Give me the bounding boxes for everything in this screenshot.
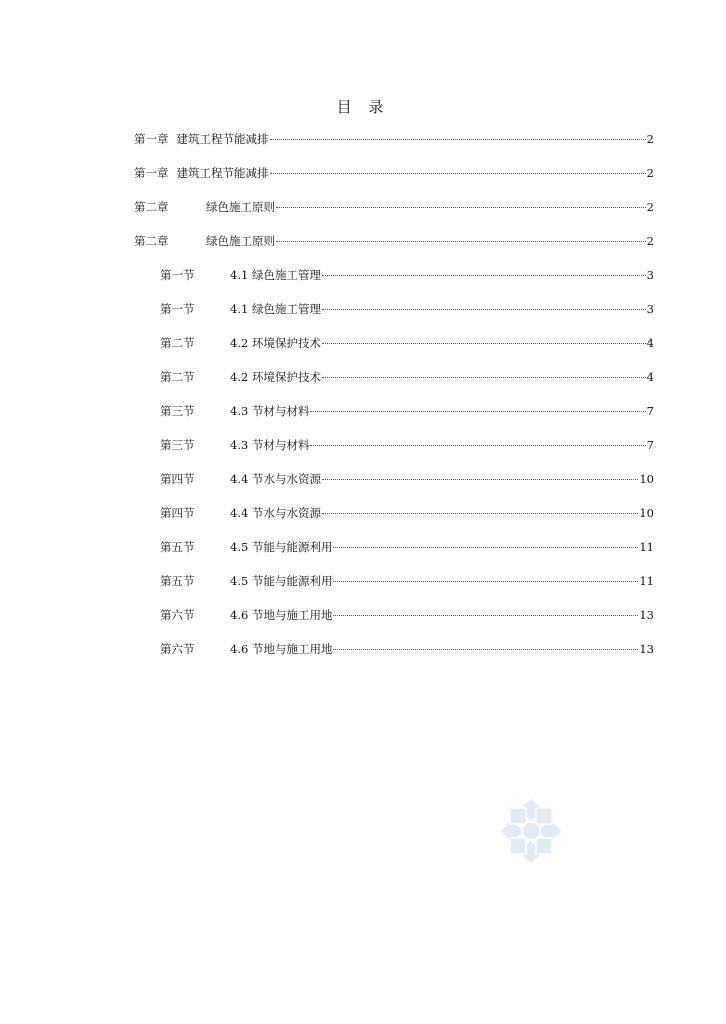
toc-entry-heading: 4.2 环境保护技术 — [230, 336, 321, 350]
toc-entry-label: 第三节 — [160, 438, 195, 452]
toc-leader-dots — [322, 376, 646, 378]
toc-entry-label: 第二节 — [160, 336, 195, 350]
toc-entry-page-number: 11 — [639, 574, 654, 588]
toc-entry-page-number: 2 — [646, 166, 654, 180]
toc-leader-dots — [276, 206, 646, 208]
toc-entry[interactable] — [134, 165, 654, 181]
toc-leader-dots — [322, 274, 646, 276]
toc-entry-page-number: 13 — [639, 642, 654, 656]
toc-entry-heading: 4.4 节水与水资源 — [230, 472, 321, 486]
toc-entry-page-number: 4 — [646, 336, 654, 350]
toc-entry[interactable] — [134, 199, 654, 215]
toc-entry[interactable] — [160, 573, 654, 589]
toc-entry[interactable] — [160, 301, 654, 317]
toc-entry-page-number: 3 — [646, 302, 654, 316]
toc-entry-heading: 建筑工程节能减排 — [176, 132, 269, 146]
toc-leader-dots — [310, 410, 645, 412]
watermark-logo-icon — [498, 796, 564, 866]
toc-entry-page-number: 11 — [639, 540, 654, 554]
toc-leader-dots — [322, 308, 646, 310]
toc-entry-heading: 绿色施工原则 — [206, 234, 275, 248]
toc-entry-heading: 4.5 节能与能源利用 — [230, 540, 333, 554]
toc-entry-label: 第四节 — [160, 472, 195, 486]
toc-entry[interactable] — [160, 607, 654, 623]
toc-entry[interactable] — [160, 505, 654, 521]
toc-entry[interactable] — [160, 641, 654, 657]
toc-entry-page-number: 4 — [646, 370, 654, 384]
toc-entry-label: 第五节 — [160, 574, 195, 588]
toc-leader-dots — [322, 478, 638, 480]
toc-entry-label: 第六节 — [160, 642, 195, 656]
page-title: 目 录 — [336, 98, 390, 116]
toc-entry-label: 第一节 — [160, 302, 195, 316]
toc-entry[interactable] — [160, 471, 654, 487]
toc-entry-heading: 建筑工程节能减排 — [176, 166, 269, 180]
toc-leader-dots — [322, 512, 638, 514]
toc-entry-label: 第四节 — [160, 506, 195, 520]
toc-entry-heading: 绿色施工原则 — [206, 200, 275, 214]
toc-entry[interactable] — [160, 403, 654, 419]
toc-entry[interactable] — [134, 233, 654, 249]
toc-entry-heading: 4.1 绿色施工管理 — [230, 302, 321, 316]
toc-entry-label: 第一节 — [160, 268, 195, 282]
toc-entry-heading: 4.1 绿色施工管理 — [230, 268, 321, 282]
toc-entry[interactable] — [160, 267, 654, 283]
toc-entry-page-number: 13 — [639, 608, 654, 622]
toc-entry-page-number: 10 — [639, 506, 654, 520]
toc-entry-label: 第六节 — [160, 608, 195, 622]
toc-entry[interactable] — [160, 335, 654, 351]
toc-entry-page-number: 7 — [646, 438, 654, 452]
toc-entry-page-number: 2 — [646, 234, 654, 248]
toc-leader-dots — [270, 138, 646, 140]
toc-entry-heading: 4.3 节材与材料 — [230, 404, 310, 418]
toc-entry-page-number: 2 — [646, 200, 654, 214]
toc-entry-label: 第二章 — [134, 234, 169, 248]
toc-entry[interactable] — [160, 437, 654, 453]
toc-entry-heading: 4.2 环境保护技术 — [230, 370, 321, 384]
toc-entry-heading: 4.6 节地与施工用地 — [230, 608, 333, 622]
toc-entry-page-number: 10 — [639, 472, 654, 486]
toc-entry-label: 第五节 — [160, 540, 195, 554]
toc-leader-dots — [333, 614, 638, 616]
toc-leader-dots — [270, 172, 646, 174]
toc-entry-label: 第一章 — [134, 166, 169, 180]
toc-leader-dots — [322, 342, 646, 344]
toc-entry-label: 第二章 — [134, 200, 169, 214]
toc-entry-heading: 4.3 节材与材料 — [230, 438, 310, 452]
toc-entry-heading: 4.5 节能与能源利用 — [230, 574, 333, 588]
toc-entry-page-number: 7 — [646, 404, 654, 418]
toc-leader-dots — [276, 240, 646, 242]
toc-entry-label: 第二节 — [160, 370, 195, 384]
toc-entry-heading: 4.6 节地与施工用地 — [230, 642, 333, 656]
toc-leader-dots — [333, 648, 638, 650]
toc-entry-label: 第三节 — [160, 404, 195, 418]
toc-leader-dots — [310, 444, 645, 446]
toc-entry-heading: 4.4 节水与水资源 — [230, 506, 321, 520]
toc-entry-page-number: 3 — [646, 268, 654, 282]
toc-leader-dots — [333, 546, 638, 548]
toc-entry[interactable] — [134, 131, 654, 147]
toc-entry-label: 第一章 — [134, 132, 169, 146]
toc-entry[interactable] — [160, 539, 654, 555]
toc-entry[interactable] — [160, 369, 654, 385]
toc-leader-dots — [333, 580, 638, 582]
toc-entry-page-number: 2 — [646, 132, 654, 146]
